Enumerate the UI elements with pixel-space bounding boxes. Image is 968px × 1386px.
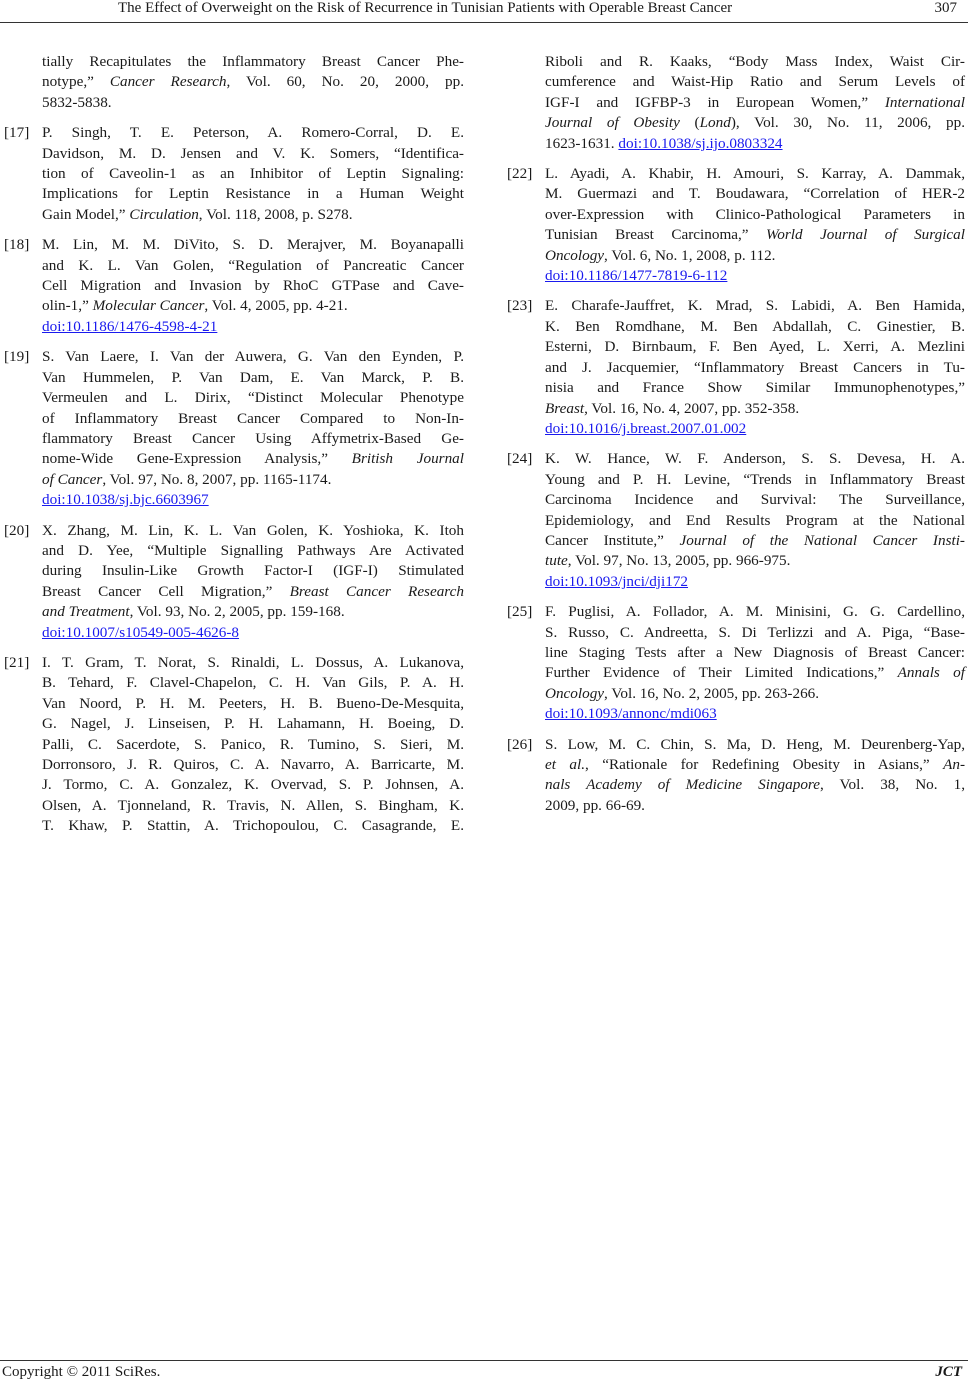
reference-17: [17] P. Singh, T. E. Peterson, A. Romero-Corral, D. E. Davidson, M. D. Jensen and V. K. Somers, “Identifica- tion of Caveolin-1 as an Inhibitor of Leptin Signaling: Implications for Leptin Resistance in a Human Weight Gain Model,” Circulation, Vol. 118, 2008, p. S278.	[4, 123, 464, 225]
doi-link[interactable]: doi:10.1186/1476-4598-4-21	[42, 317, 218, 335]
journal-name: tute	[545, 552, 568, 570]
doi-link[interactable]: doi:10.1093/annonc/mdi063	[545, 705, 717, 723]
reference-continuation: Riboli and R. Kaaks, “Body Mass Index, Waist Cir- cumference and Waist-Hip Ratio and Serum Levels of IGF-I and IGFBP-3 in European Women,” International Journal of Obesity (Lond), Vol. 30, No. 11, 2006, pp. 1623-1631. doi:10.1038/sj.ijo.0803324	[545, 53, 966, 152]
reference-20: [20] X. Zhang, M. Lin, K. L. Van Golen, K. Yoshioka, K. Itoh and D. Yee, “Multiple Signalling Pathways Are Activated during Insulin-Like Growth Factor-I (IGF-I) Stimulated Breast Cancer Cell Migration,” Breast Cancer Research and Treatment, Vol. 93, No. 2, 2005, pp. 159-168. doi:10.1007/s10549-005-4626-8	[4, 521, 464, 643]
journal-name: International	[884, 93, 965, 111]
reference-number: [22]	[507, 165, 533, 183]
page-number: 307	[934, 0, 957, 16]
journal-name: Journal of the National Cancer Insti-	[679, 531, 965, 549]
journal-name: Circulation	[129, 205, 199, 223]
running-header	[0, 0, 968, 22]
reference-number: [23]	[507, 297, 533, 315]
doi-link[interactable]: doi:10.1016/j.breast.2007.01.002	[545, 419, 747, 437]
reference-number: [18]	[4, 236, 30, 254]
reference-25: [25] F. Puglisi, A. Follador, A. M. Minisini, G. G. Cardellino, S. Russo, C. Andreetta, S. Di Terlizzi and A. Piga, “Base- line Staging Tests after a New Diagnosis of Breast Cancer: Further Evidence of Their Limited Indications,” Annals of Oncology, Vol. 16, No. 2, 2005, pp. 263-266. doi:10.1093/annonc/mdi063	[507, 602, 965, 724]
running-title: The Effect of Overweight on the Risk of Recurrence in Tunisian Patients with Operable Breast Cancer	[118, 0, 733, 16]
ref-line: tially Recapitulates the Inflammatory Breast Cancer Phe-	[42, 53, 464, 70]
journal-name: Molecular Cancer	[92, 297, 205, 315]
journal-name: World Journal of Surgical	[766, 226, 965, 244]
journal-name: and Treatment	[42, 603, 130, 621]
copyright-notice: Copyright © 2011 SciRes.	[2, 1364, 161, 1380]
reference-number: [25]	[507, 603, 533, 621]
journal-name: Breast	[545, 399, 585, 417]
journal-name: of Cancer	[42, 470, 103, 488]
references-left-column	[4, 52, 464, 847]
reference-19: [19] S. Van Laere, I. Van der Auwera, G. Van den Eynden, P. Van Hummelen, P. Van Dam, E. Van Marck, P. B. Vermeulen and L. Dirix, “Distinct Molecular Phenotype of Inflammatory Breast Cancer Compared to Non-In- flammatory Breast Cancer Using Affymetrix-Based Ge- nome-Wide Gene-Expression Analysis,” British Journal of Cancer, Vol. 97, No. 8, 2007, pp. 1165-1174. doi:10.1038/sj.bjc.6603967	[4, 347, 464, 510]
reference-number: [17]	[4, 124, 30, 142]
header-rule	[0, 22, 968, 23]
doi-link[interactable]: doi:10.1038/sj.bjc.6603967	[42, 491, 209, 509]
doi-link[interactable]: doi:10.1038/sj.ijo.0803324	[618, 134, 783, 152]
reference-number: [21]	[4, 653, 30, 671]
journal-abbreviation: JCT	[935, 1364, 962, 1380]
journal-name: Cancer Research	[109, 73, 227, 91]
reference-24: [24] K. W. Hance, W. F. Anderson, S. S. Devesa, H. A. Young and P. H. Levine, “Trends in Inflammatory Breast Carcinoma Incidence and Survival: The Surveillance, Epidemiology, and End Results Program at the National Cancer Institute,” Journal of the National Cancer Insti- tute, Vol. 97, No. 13, 2005, pp. 966-975. doi:10.1093/jnci/dji172	[507, 449, 965, 592]
reference-21: [21] I. T. Gram, T. Norat, S. Rinaldi, L. Dossus, A. Lukanova, B. Tehard, F. Clavel-Chapelon, C. H. Van Gils, P. A. H. Van Noord, P. H. M. Peeters, H. B. Bueno-De-Mesquita, G. Nagel, J. Linseisen, P. H. Lahamann, H. Boeing, D. Palli, C. Sacerdote, S. Panico, R. Tumino, S. Sieri, M. Dorronsoro, J. R. Quiros, C. A. Navarro, A. Barricarte, M. J. Tormo, C. A. Gonzalez, K. Overvad, S. P. Johnsen, A. Olsen, A. Tjonneland, R. Travis, N. Allen, S. Bingham, K. T. Khaw, P. Stattin, A. Trichopoulou, C. Casagrande, E.	[4, 653, 464, 837]
journal-name: nals Academy of Medicine Singapore	[545, 776, 820, 794]
reference-23: [23] E. Charafe-Jauffret, K. Mrad, S. Labidi, A. Ben Hamida, K. Ben Romdhane, M. Ben Abdallah, C. Ginestier, B. Esterni, D. Birnbaum, F. Ben Ayed, L. Xerri, A. Mezlini and J. Jacquemier, “Inflammatory Breast Cancers in Tu- nisia and France Show Similar Immunophenotypes,” Breast, Vol. 16, No. 4, 2007, pp. 352-358. doi:10.1016/j.breast.2007.01.002	[507, 296, 965, 439]
reference-number: [24]	[507, 450, 533, 468]
reference-18: [18] M. Lin, M. M. DiVito, S. D. Merajver, M. Boyanapalli and K. L. Van Golen, “Regulation of Pancreatic Cancer Cell Migration and Invasion by RhoC GTPase and Cave- olin-1,” Molecular Cancer, Vol. 4, 2005, pp. 4-21. doi:10.1186/1476-4598-4-21	[4, 235, 464, 337]
footer-rule	[0, 1360, 968, 1361]
reference-number: [19]	[4, 348, 30, 366]
reference-continuation: tially Recapitulates the Inflammatory Breast Cancer Phe- notype,” Cancer Research, Vol. 60, No. 20, 2000, pp. 5832-5838.	[42, 53, 465, 111]
page-footer	[0, 1364, 968, 1386]
doi-link[interactable]: doi:10.1007/s10549-005-4626-8	[42, 623, 240, 641]
journal-name: Breast Cancer Research	[289, 582, 464, 600]
journal-name: British Journal	[351, 450, 464, 468]
journal-name: Oncology	[545, 684, 605, 702]
doi-link[interactable]: doi:10.1186/1477-7819-6-112	[545, 267, 728, 285]
journal-name: Annals of	[897, 664, 965, 682]
journal-name: An-	[943, 756, 966, 773]
reference-22: [22] L. Ayadi, A. Khabir, H. Amouri, S. Karray, A. Dammak, M. Guermazi and T. Boudawara, “Correlation of HER-2 over-Expression with Clinico-Pathological Parameters in Tunisian Breast Carcinoma,” World Journal of Surgical Oncology, Vol. 6, No. 1, 2008, p. 112. doi:10.1186/1477-7819-6-112	[507, 164, 965, 286]
reference-number: [26]	[507, 735, 533, 753]
reference-number: [20]	[4, 521, 30, 539]
references-right-column	[507, 52, 965, 826]
journal-name: Oncology	[545, 246, 605, 264]
doi-link[interactable]: doi:10.1093/jnci/dji172	[545, 572, 689, 590]
reference-26: [26] S. Low, M. C. Chin, S. Ma, D. Heng, M. Deurenberg-Yap, et al., “Rationale for Redefining Obesity in Asians,” An- nals Academy of Medicine Singapore, Vol. 38, No. 1, 2009, pp. 66-69.	[507, 735, 965, 817]
journal-name: Journal of Obesity	[545, 114, 680, 132]
